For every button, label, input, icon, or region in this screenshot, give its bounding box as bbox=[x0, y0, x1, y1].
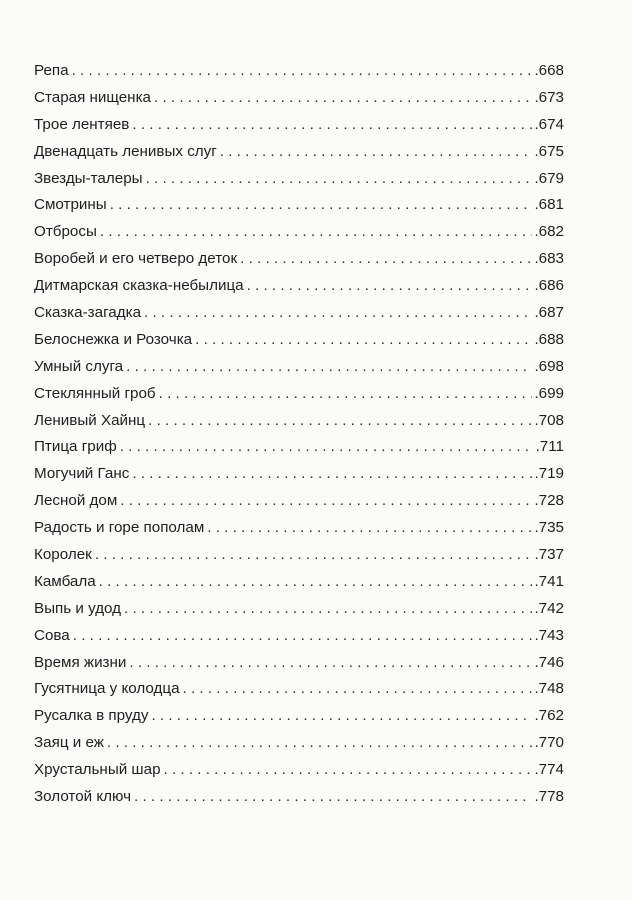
toc-entry bbox=[34, 408, 564, 435]
dot-leader bbox=[107, 730, 533, 757]
dot-leader bbox=[154, 85, 532, 112]
toc-entry bbox=[34, 192, 564, 219]
toc-entry bbox=[34, 139, 564, 166]
entry-page-number: .686 bbox=[534, 277, 564, 295]
entry-title: Радость и горе пополам bbox=[34, 519, 205, 537]
toc-entry bbox=[34, 784, 564, 811]
entry-title: Репа bbox=[34, 62, 69, 79]
dot-leader bbox=[100, 219, 533, 246]
toc-entry bbox=[34, 219, 564, 246]
entry-title: Воробей и его четверо деток bbox=[34, 250, 238, 268]
entry-page-number: .728 bbox=[534, 492, 564, 510]
toc-entry bbox=[34, 327, 564, 354]
entry-page-number: .698 bbox=[534, 357, 564, 375]
toc-entry bbox=[34, 112, 564, 139]
entry-page-number: .681 bbox=[534, 196, 564, 214]
entry-title: Старая нищенка bbox=[34, 88, 151, 106]
entry-title: Смотрины bbox=[34, 196, 107, 214]
entry-title: Гусятница у колодца bbox=[34, 680, 180, 698]
entry-page-number: .708 bbox=[534, 411, 564, 429]
dot-leader bbox=[247, 273, 533, 300]
entry-page-number: .746 bbox=[534, 653, 564, 671]
dot-leader bbox=[159, 381, 533, 408]
entry-page-number: .699 bbox=[534, 384, 564, 402]
entry-title: Лесной дом bbox=[34, 492, 118, 510]
entry-page-number: .774 bbox=[534, 761, 564, 779]
toc-entry bbox=[34, 542, 564, 569]
toc-entry bbox=[34, 569, 564, 596]
entry-page-number: .668 bbox=[534, 62, 564, 79]
toc-entry bbox=[34, 300, 564, 327]
dot-leader bbox=[183, 676, 533, 703]
entry-title: Выпь и удод bbox=[34, 599, 122, 617]
entry-title: Белоснежка и Розочка bbox=[34, 330, 193, 348]
entry-page-number: .770 bbox=[534, 734, 564, 752]
entry-title: Стеклянный гроб bbox=[34, 384, 156, 402]
entry-title: Сказка-загадка bbox=[34, 304, 142, 322]
toc-entry bbox=[34, 461, 564, 488]
toc-entry bbox=[34, 703, 564, 730]
dot-leader bbox=[144, 300, 532, 327]
toc-entry bbox=[34, 354, 564, 381]
dot-leader bbox=[134, 784, 532, 811]
toc-entry bbox=[34, 676, 564, 703]
toc-entry bbox=[34, 596, 564, 623]
entry-title: Трое лентяев bbox=[34, 115, 130, 133]
toc-entry bbox=[34, 623, 564, 650]
dot-leader bbox=[99, 569, 533, 596]
entry-page-number: .741 bbox=[534, 572, 564, 590]
entry-page-number: .743 bbox=[534, 626, 564, 644]
dot-leader bbox=[124, 596, 532, 623]
entry-page-number: .679 bbox=[534, 169, 564, 187]
toc-entry bbox=[34, 273, 564, 300]
dot-leader bbox=[151, 703, 532, 730]
entry-page-number: .711 bbox=[535, 438, 564, 456]
entry-title: Хрустальный шар bbox=[34, 761, 161, 779]
entry-title: Время жизни bbox=[34, 653, 127, 671]
dot-leader bbox=[120, 434, 534, 461]
dot-leader bbox=[148, 408, 532, 435]
entry-title: Русалка в пруду bbox=[34, 707, 149, 725]
toc-entry bbox=[34, 85, 564, 112]
entry-title: Двенадцать ленивых слуг bbox=[34, 142, 217, 160]
dot-leader bbox=[132, 112, 532, 139]
entry-page-number: .762 bbox=[534, 707, 564, 725]
dot-leader bbox=[146, 166, 533, 193]
entry-title: Сова bbox=[34, 626, 70, 644]
entry-title: Королек bbox=[34, 546, 92, 564]
entry-page-number: .719 bbox=[534, 465, 564, 483]
toc-entry bbox=[34, 757, 564, 784]
toc-entry bbox=[34, 246, 564, 273]
toc-entry bbox=[34, 434, 564, 461]
dot-leader bbox=[120, 488, 532, 515]
toc-entry bbox=[34, 650, 564, 677]
dot-leader bbox=[95, 542, 533, 569]
toc-entry bbox=[34, 488, 564, 515]
entry-page-number: .742 bbox=[534, 599, 564, 617]
entry-page-number: .748 bbox=[534, 680, 564, 698]
entry-title: Камбала bbox=[34, 572, 96, 590]
entry-page-number: .683 bbox=[534, 250, 564, 268]
entry-page-number: .778 bbox=[534, 788, 564, 806]
entry-page-number: .735 bbox=[534, 519, 564, 537]
dot-leader bbox=[207, 515, 532, 542]
dot-leader bbox=[72, 58, 533, 85]
toc-entry bbox=[34, 58, 564, 85]
dot-leader bbox=[195, 327, 532, 354]
dot-leader bbox=[110, 192, 533, 219]
entry-page-number: .688 bbox=[534, 330, 564, 348]
entry-title: Звезды-талеры bbox=[34, 169, 143, 187]
toc-entry bbox=[34, 515, 564, 542]
dot-leader bbox=[220, 139, 533, 166]
toc-entry bbox=[34, 166, 564, 193]
dot-leader bbox=[240, 246, 532, 273]
dot-leader bbox=[126, 354, 532, 381]
entry-title: Заяц и еж bbox=[34, 734, 104, 752]
table-of-contents bbox=[34, 58, 564, 811]
entry-title: Могучий Ганс bbox=[34, 465, 130, 483]
entry-title: Умный слуга bbox=[34, 357, 124, 375]
entry-title: Ленивый Хайнц bbox=[34, 411, 146, 429]
entry-page-number: .675 bbox=[534, 142, 564, 160]
dot-leader bbox=[132, 461, 532, 488]
entry-title: Отбросы bbox=[34, 223, 97, 241]
entry-page-number: .737 bbox=[534, 546, 564, 564]
toc-entry bbox=[34, 730, 564, 757]
dot-leader bbox=[73, 623, 533, 650]
entry-page-number: .673 bbox=[534, 88, 564, 106]
entry-page-number: .687 bbox=[534, 304, 564, 322]
dot-leader bbox=[129, 650, 532, 677]
dot-leader bbox=[164, 757, 533, 784]
toc-entry bbox=[34, 381, 564, 408]
entry-title: Золотой ключ bbox=[34, 788, 132, 806]
entry-page-number: .682 bbox=[534, 223, 564, 241]
entry-title: Птица гриф bbox=[34, 438, 117, 456]
entry-title: Дитмарская сказка-небылица bbox=[34, 277, 244, 295]
entry-page-number: .674 bbox=[534, 115, 564, 133]
